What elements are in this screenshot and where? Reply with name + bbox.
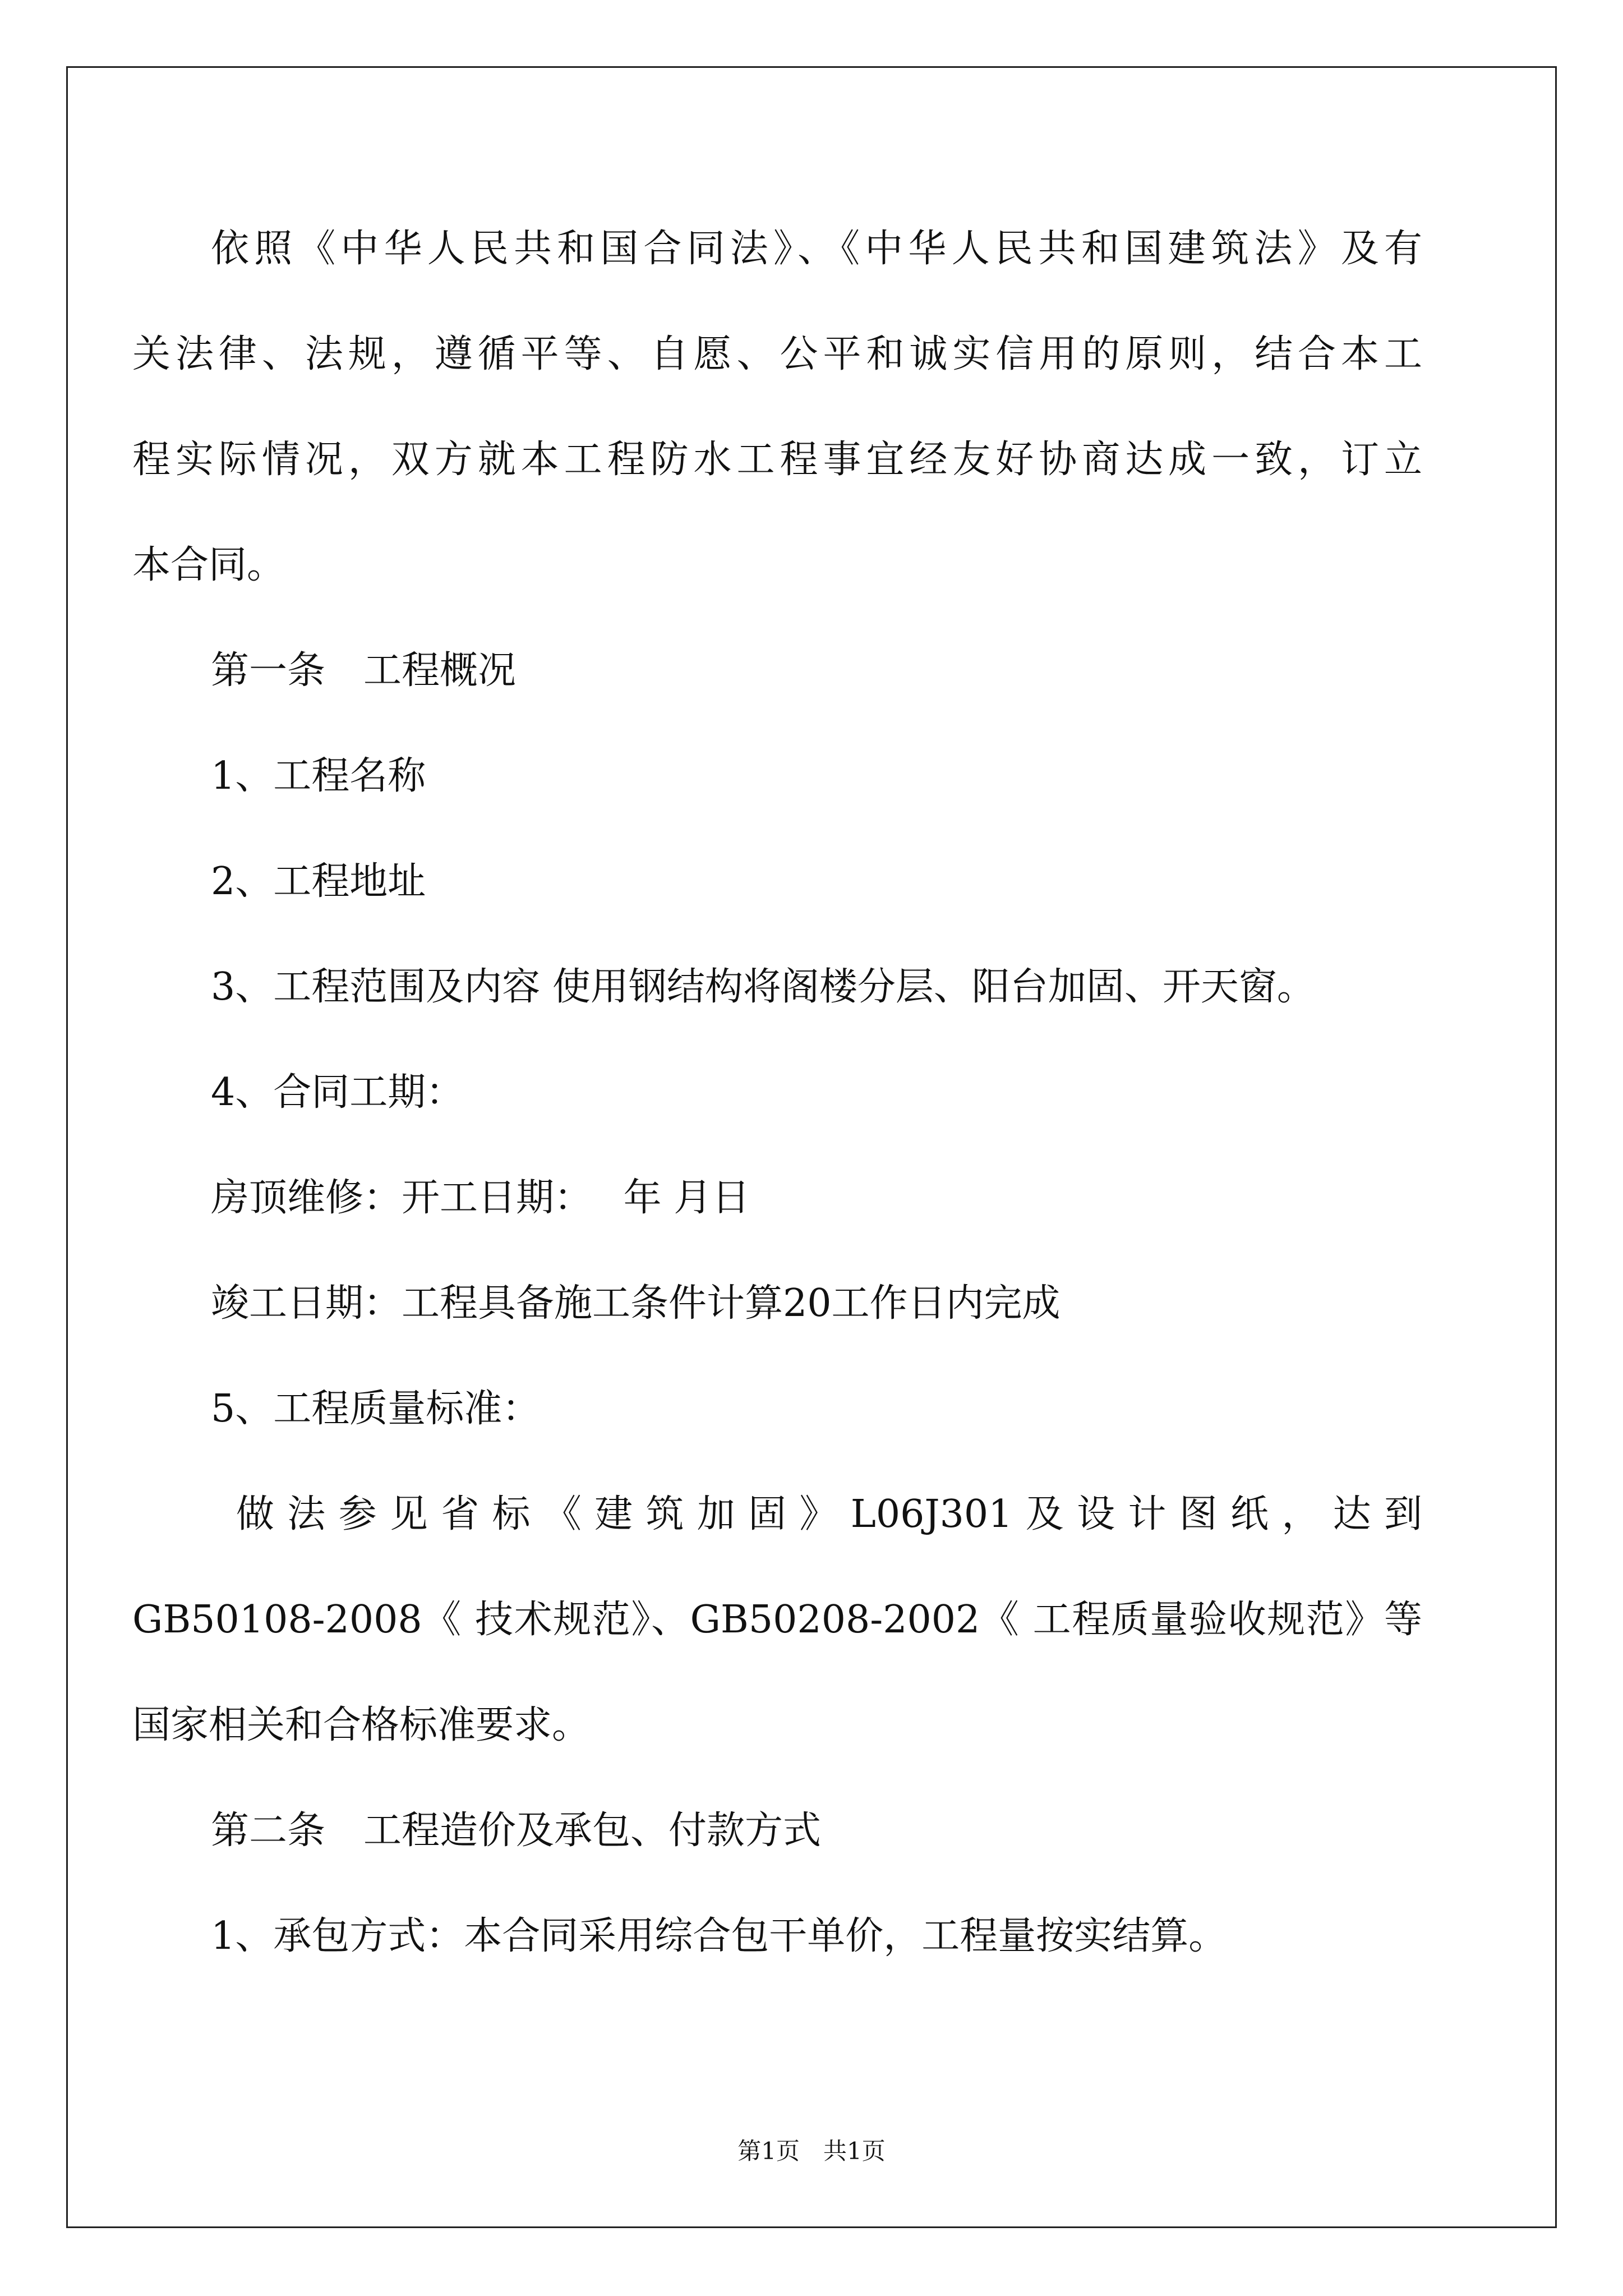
quality-paragraph-line-1: 做法参见省标《建筑加固》L06J301及设计图纸，达到 [211, 1492, 1422, 1536]
list-item-project-name: 1、工程名称 [211, 754, 426, 798]
paragraph-line-4: 本合同。 [132, 543, 285, 587]
section-heading-2: 第二条 工程造价及承包、付款方式 [211, 1809, 822, 1853]
page-footer: 第1页 共1页 [737, 2137, 886, 2165]
start-date-line: 房顶维修：开工日期： 年 月日 [211, 1176, 750, 1220]
document-body [132, 0, 1439, 2076]
completion-date-line: 竣工日期：工程具备施工条件计算20工作日内完成 [211, 1281, 1061, 1326]
paragraph-line-1: 依照《中华人民共和国合同法》、《中华人民共和国建筑法》及有 [211, 227, 1422, 271]
paragraph-line-3: 程实际情况，双方就本工程防水工程事宜经友好协商达成一致，订立 [132, 438, 1422, 482]
section-heading-1: 第一条 工程概况 [211, 648, 517, 693]
paragraph-line-2: 关法律、法规，遵循平等、自愿、公平和诚实信用的原则，结合本工 [132, 332, 1422, 376]
quality-paragraph-line-3: 国家相关和合格标准要求。 [132, 1703, 591, 1747]
list-item-contract-method: 1、承包方式：本合同采用综合包干单价，工程量按实结算。 [211, 1914, 1227, 1958]
list-item-quality-standard: 5、工程质量标准： [211, 1387, 541, 1431]
list-item-project-scope: 3、工程范围及内容 使用钢结构将阁楼分层、阳台加固、开天窗。 [211, 965, 1315, 1009]
list-item-project-address: 2、工程地址 [211, 859, 426, 904]
quality-paragraph-line-2: GB50108-2008《 技术规范》、GB50208-2002《 工程质量验收规范》等 [132, 1598, 1422, 1642]
list-item-contract-period: 4、合同工期： [211, 1070, 464, 1115]
